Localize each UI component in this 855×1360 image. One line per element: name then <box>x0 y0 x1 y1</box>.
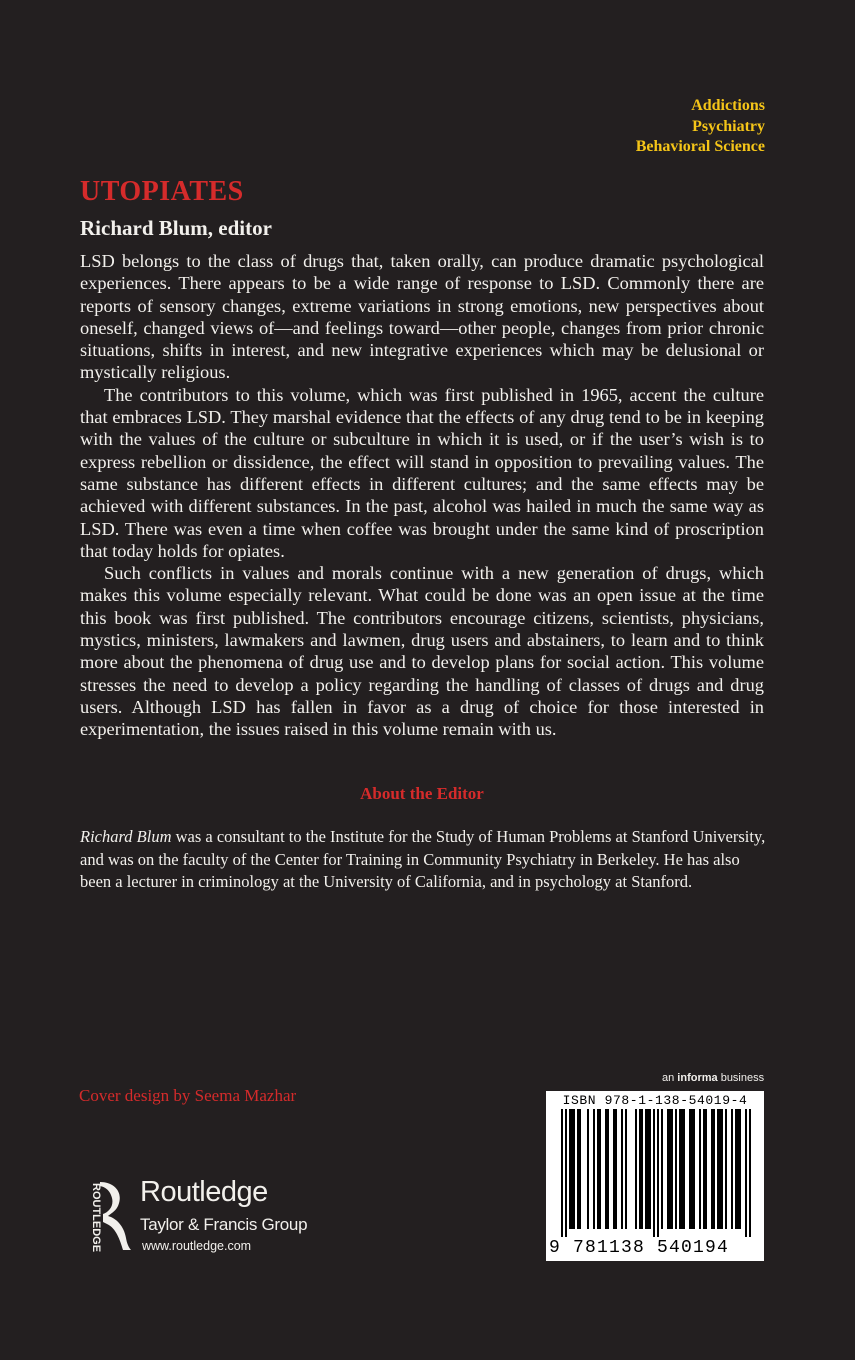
routledge-vertical-text: ROUTLEDGE <box>90 1183 102 1252</box>
barcode-bar <box>661 1109 663 1229</box>
barcode-bar <box>639 1109 641 1229</box>
about-editor-heading: About the Editor <box>360 784 484 803</box>
informa-business-tag <box>662 1072 764 1084</box>
barcode-bar <box>571 1109 573 1229</box>
barcode-bar <box>705 1109 707 1229</box>
barcode-bar <box>713 1109 715 1229</box>
editor-bio-text: was a consultant to the Institute for the Study of Human Problems at Stanford University, and was on the faculty of the Center for Training in Community Psychiatry in Berkeley. He has also been a lecturer in criminology at the University of California, and in psychology at Stanford. <box>80 827 766 891</box>
publisher-name: Routledge <box>140 1176 268 1208</box>
subject-addictions: Addictions <box>691 97 765 114</box>
barcode-bar <box>577 1109 579 1229</box>
barcode-bar <box>693 1109 695 1229</box>
barcode-digits: 9 781138 540194 <box>549 1238 730 1258</box>
book-editor: Richard Blum, editor <box>80 216 272 240</box>
barcode-bar <box>597 1109 599 1229</box>
routledge-logo <box>80 1178 340 1268</box>
barcode-bar <box>671 1109 673 1229</box>
barcode-bar <box>683 1109 685 1229</box>
description-paragraph-3: Such conflicts in values and morals continue with a new generation of drugs, which makes this volume especially relevant. What could be done was an open issue at the time this book was first published. The contributors encourage citizens, scientists, physicians, mystics, ministers, lawmakers and lawmen, drug users and abstainers, to learn and to think more about the phenomena of drug use and to develop plans for social action. This volume stresses the need to develop a policy regarding the handling of classes of drugs and drug users. Although LSD has fallen in favor as a drug of choice for those interested in experimentation, the issues raised in this volume remain with us. <box>80 563 764 740</box>
barcode-bar <box>569 1109 571 1229</box>
barcode-bar <box>711 1109 713 1229</box>
barcode-bar <box>735 1109 737 1229</box>
barcode-bar <box>561 1109 563 1237</box>
barcode-bar <box>573 1109 575 1229</box>
barcode-bar <box>669 1109 671 1229</box>
barcode-bar <box>635 1109 637 1229</box>
barcode-bar <box>699 1109 701 1229</box>
barcode-bar <box>667 1109 669 1229</box>
book-description <box>80 250 764 741</box>
barcode-bar <box>579 1109 581 1229</box>
isbn-barcode <box>546 1091 764 1261</box>
description-paragraph-1: LSD belongs to the class of drugs that, taken orally, can produce dramatic psychological experiences. There appears to be a wide range of response to LSD. Commonly there are reports of sensory changes, extreme variations in strong emotions, new perspectives about oneself, changed views of—and feelings toward—other people, changes from prior chronic situations, shifts in interest, and new integrative experiences which may be delusional or mystically religious. <box>80 251 764 383</box>
barcode-bar <box>679 1109 681 1229</box>
barcode-bar <box>681 1109 683 1229</box>
barcode-bar <box>613 1109 615 1229</box>
informa-suffix: business <box>717 1072 765 1084</box>
subject-psychiatry: Psychiatry <box>692 117 765 135</box>
editor-bio <box>80 826 770 894</box>
description-paragraph-2: The contributors to this volume, which was first published in 1965, accent the culture that embraces LSD. They marshal evidence that the effects of any drug tend to be in keeping with the values of the culture or subculture in which it is used, or if the user’s wish is to express rebellion or dissidence, the effect will stand in opposition to prevailing values. The same substance has different effects in different cultures; and the same effects may be achieved with different substances. In the past, alcohol was hailed in much the same way as LSD. There was even a time when coffee was brought under the same kind of proscription that today holds for opiates. <box>80 384 764 561</box>
barcode-bar <box>587 1109 589 1229</box>
barcode-bar <box>675 1109 677 1229</box>
barcode-bar <box>717 1109 719 1229</box>
barcode-bar <box>745 1109 747 1237</box>
barcode-bar <box>739 1109 741 1229</box>
book-title: UTOPIATES <box>80 176 244 207</box>
subject-behavioral-science: Behavioral Science <box>635 138 765 155</box>
barcode-bar <box>649 1109 651 1229</box>
barcode-bar <box>657 1109 659 1237</box>
barcode-bar <box>731 1109 733 1229</box>
publisher-group: Taylor & Francis Group <box>140 1215 308 1234</box>
subject-categories <box>636 96 765 158</box>
barcode-bars <box>550 1109 760 1237</box>
barcode-bar <box>641 1109 643 1229</box>
barcode-bar <box>565 1109 567 1237</box>
barcode-bar <box>749 1109 751 1237</box>
cover-design-credit: Cover design by Seema Mazhar <box>79 1086 297 1105</box>
barcode-bar <box>703 1109 705 1229</box>
barcode-bar <box>607 1109 609 1229</box>
informa-brand: informa <box>677 1072 718 1084</box>
informa-prefix: an <box>662 1072 678 1084</box>
barcode-bar <box>621 1109 623 1229</box>
barcode-bar <box>645 1109 647 1229</box>
barcode-bar <box>593 1109 595 1229</box>
barcode-bar <box>599 1109 601 1229</box>
barcode-bar <box>719 1109 721 1229</box>
isbn-label: ISBN 978-1-138-54019-4 <box>562 1093 748 1108</box>
editor-bio-name: Richard Blum <box>80 827 172 846</box>
barcode-bar <box>725 1109 727 1229</box>
barcode-bar <box>721 1109 723 1229</box>
routledge-mark-icon <box>80 1180 132 1252</box>
barcode-bar <box>605 1109 607 1229</box>
barcode-bar <box>625 1109 627 1229</box>
barcode-bar <box>689 1109 691 1229</box>
publisher-url: www.routledge.com <box>142 1239 252 1253</box>
barcode-bar <box>653 1109 655 1237</box>
barcode-bar <box>615 1109 617 1229</box>
barcode-bar <box>691 1109 693 1229</box>
barcode-bar <box>647 1109 649 1229</box>
barcode-bar <box>737 1109 739 1229</box>
